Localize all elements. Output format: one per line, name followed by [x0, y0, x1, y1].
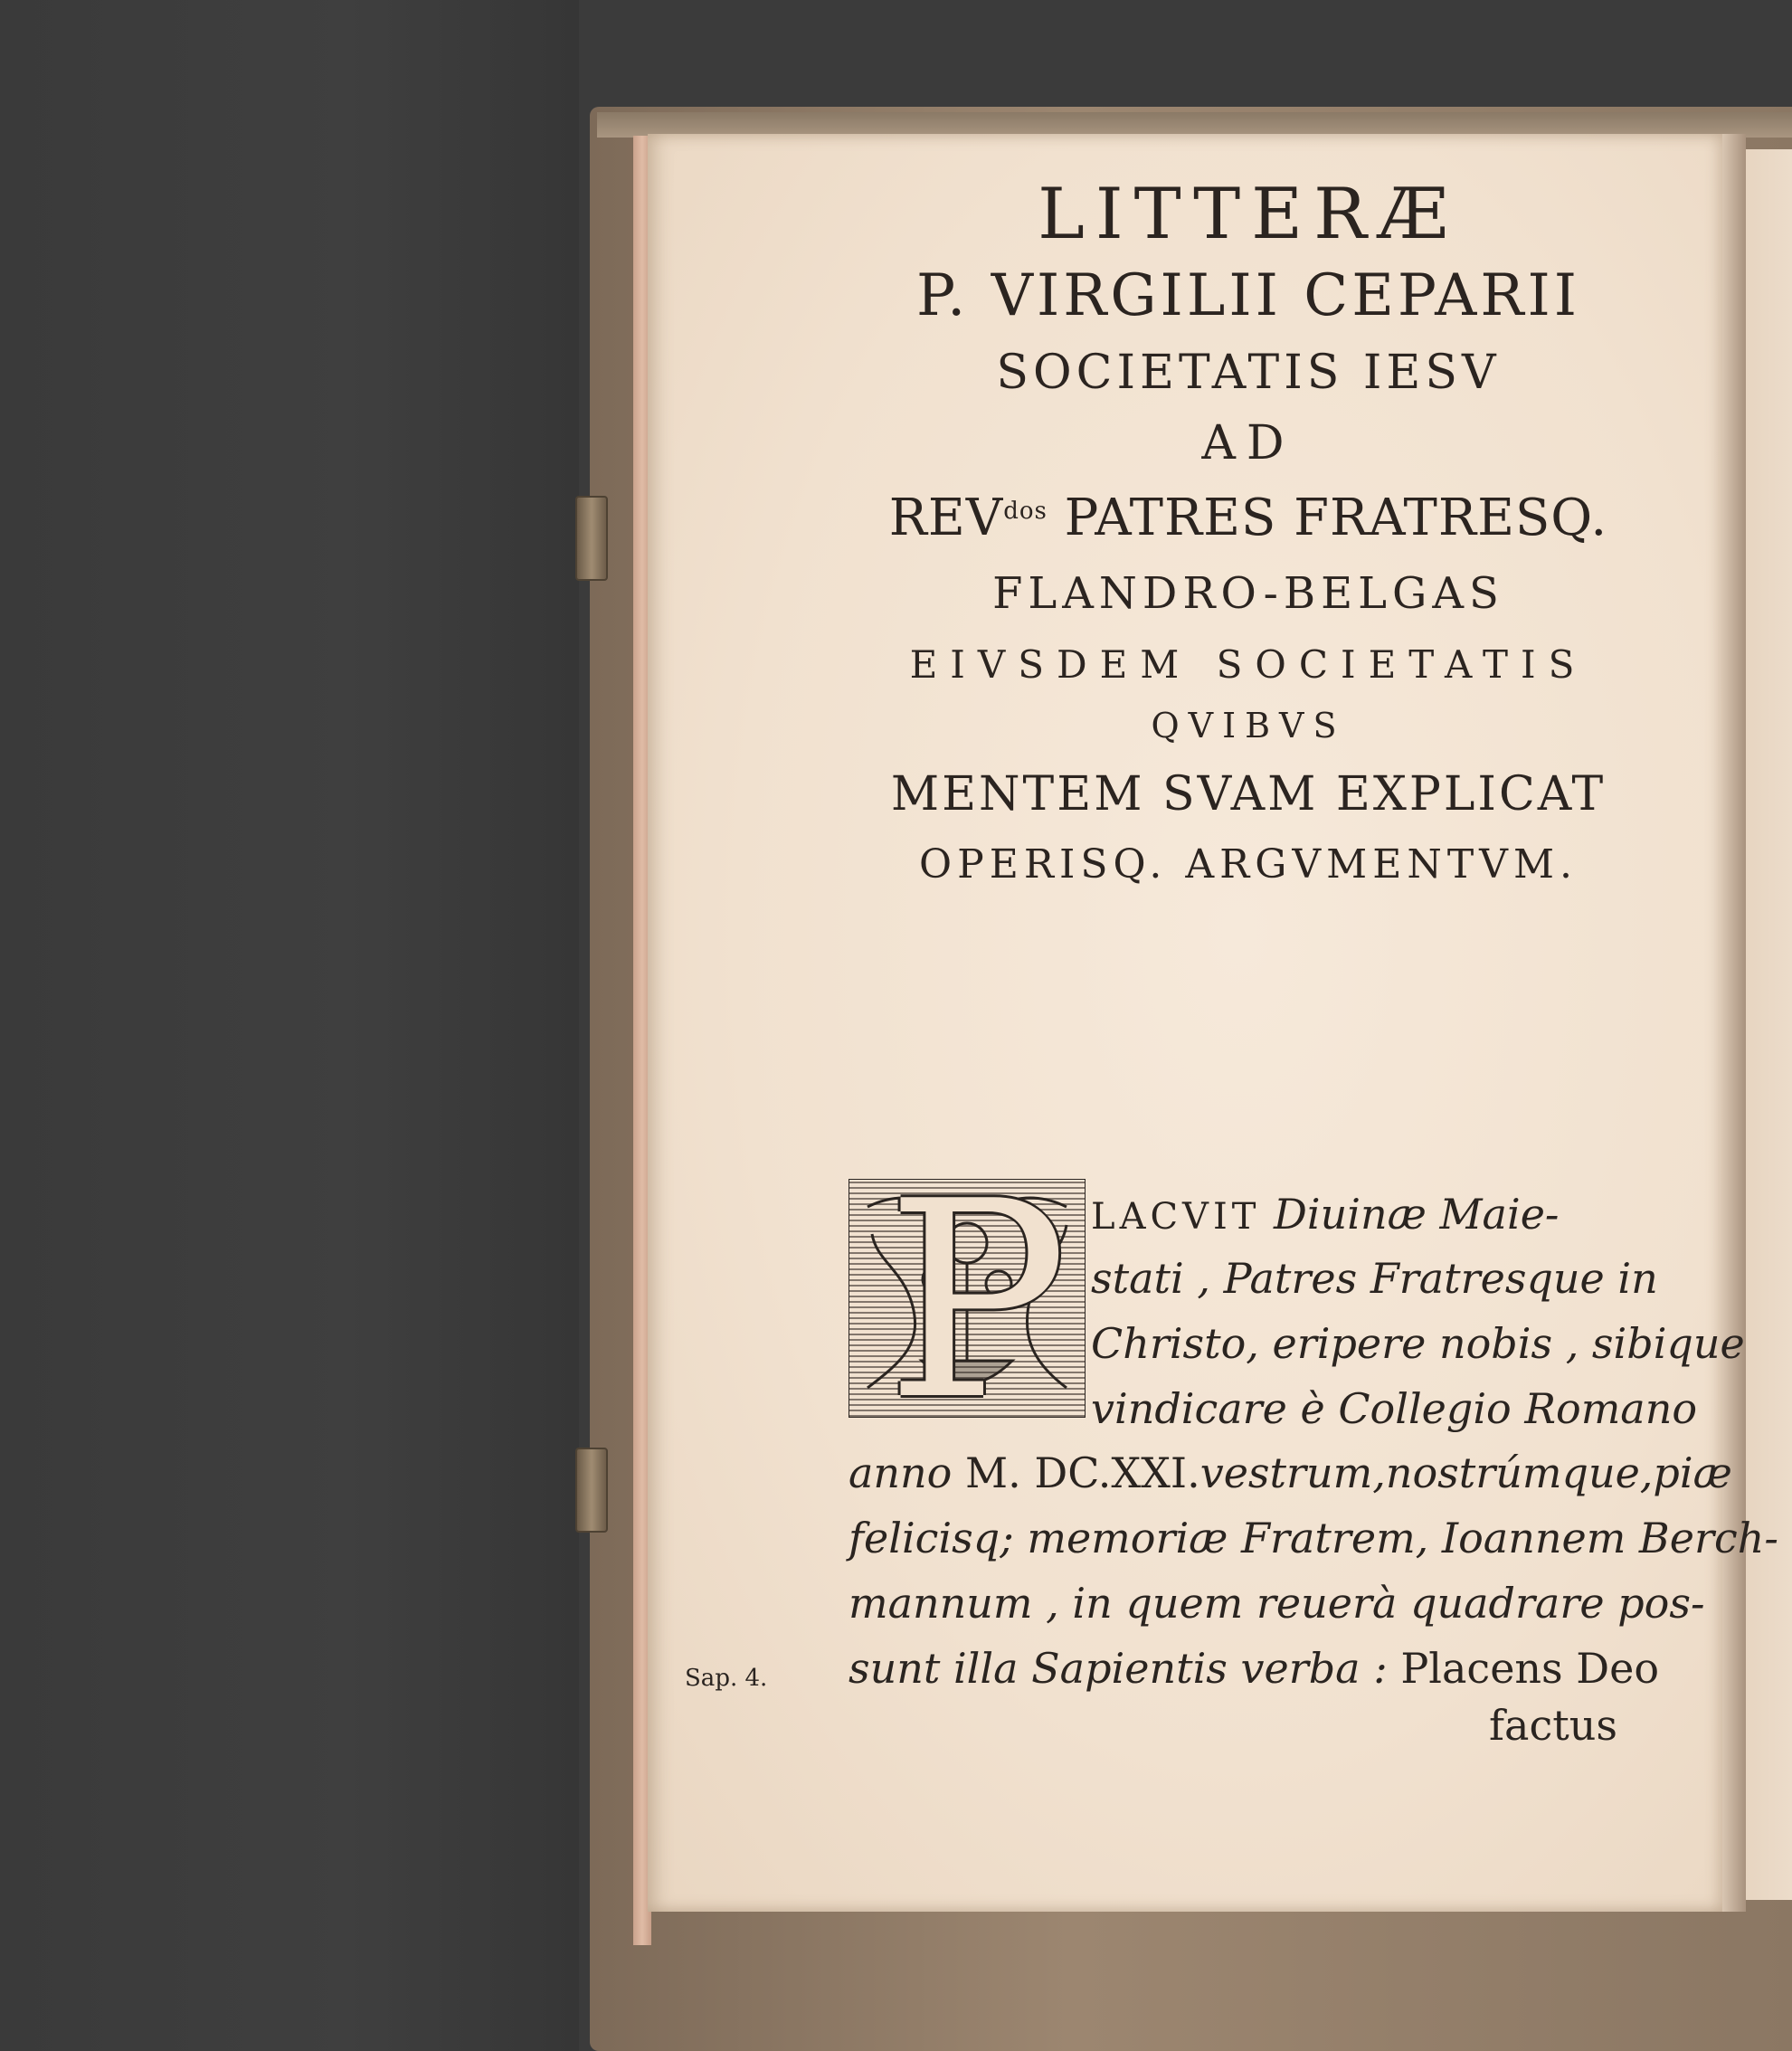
title-line-5-main: REV: [888, 489, 1004, 547]
title-line-10: OPERISQ. ARGVMENTVM.: [919, 841, 1578, 888]
body-line-8: [849, 1644, 1659, 1693]
body-line-1-caps: LACVIT: [1091, 1196, 1261, 1238]
title-line-2: P. VIRGILII CEPARII: [915, 262, 1581, 329]
body-line-5-date: M. DC.XXI.: [965, 1448, 1200, 1497]
backdrop: [0, 0, 579, 2051]
body-line-8-b: Placens Deo: [1400, 1644, 1660, 1693]
body-line-3: Christo, eripere nobis , sibique: [1091, 1319, 1745, 1368]
body-line-8-a: sunt illa Sapientis verba :: [849, 1644, 1401, 1693]
title-line-9: MENTEM SVAM EXPLICAT: [890, 767, 1607, 821]
body-line-4: vindicare è Collegio Romano: [1091, 1384, 1698, 1433]
initial-letter: P: [886, 1144, 1068, 1459]
body-line-6: felicisq; memoriæ Fratrem, Ioannem Berch-: [849, 1514, 1778, 1562]
catchword: factus: [1489, 1701, 1617, 1750]
clasp-top: [575, 496, 608, 581]
title-line-3: SOCIETATIS IESV: [996, 346, 1501, 400]
title-line-8: QVIBVS: [1151, 706, 1346, 745]
body-line-5-a: anno: [849, 1448, 965, 1497]
title-line-6: FLANDRO-BELGAS: [992, 568, 1504, 619]
title-line-1: LITTERÆ: [1038, 174, 1459, 255]
body-line-5-c: vestrum,nostrúmque,piæ: [1199, 1448, 1732, 1497]
title-line-7: EIVSDEM SOCIETATIS: [909, 642, 1588, 687]
decorated-initial: [849, 1144, 1086, 1459]
margin-note: Sap. 4.: [685, 1665, 768, 1692]
title-line-5-rest: PATRES FRATRESQ.: [1047, 489, 1608, 547]
body-line-1: [1091, 1190, 1559, 1239]
body-line-7: mannum , in quem reuerà quadrare pos-: [849, 1579, 1705, 1628]
clasp-bottom: [575, 1448, 608, 1533]
body-line-5: [849, 1448, 1732, 1497]
title-line-5-superscript: dos: [1003, 498, 1048, 525]
title-line-5: [796, 489, 1701, 547]
book-gutter: [1722, 134, 1746, 1912]
body-line-2: stati , Patres Fratresque in: [1091, 1254, 1658, 1303]
facing-page-edge: [1746, 149, 1792, 1900]
title-line-4: AD: [1201, 416, 1295, 470]
body-line-1-rest: Diuinæ Maie-: [1260, 1190, 1560, 1239]
